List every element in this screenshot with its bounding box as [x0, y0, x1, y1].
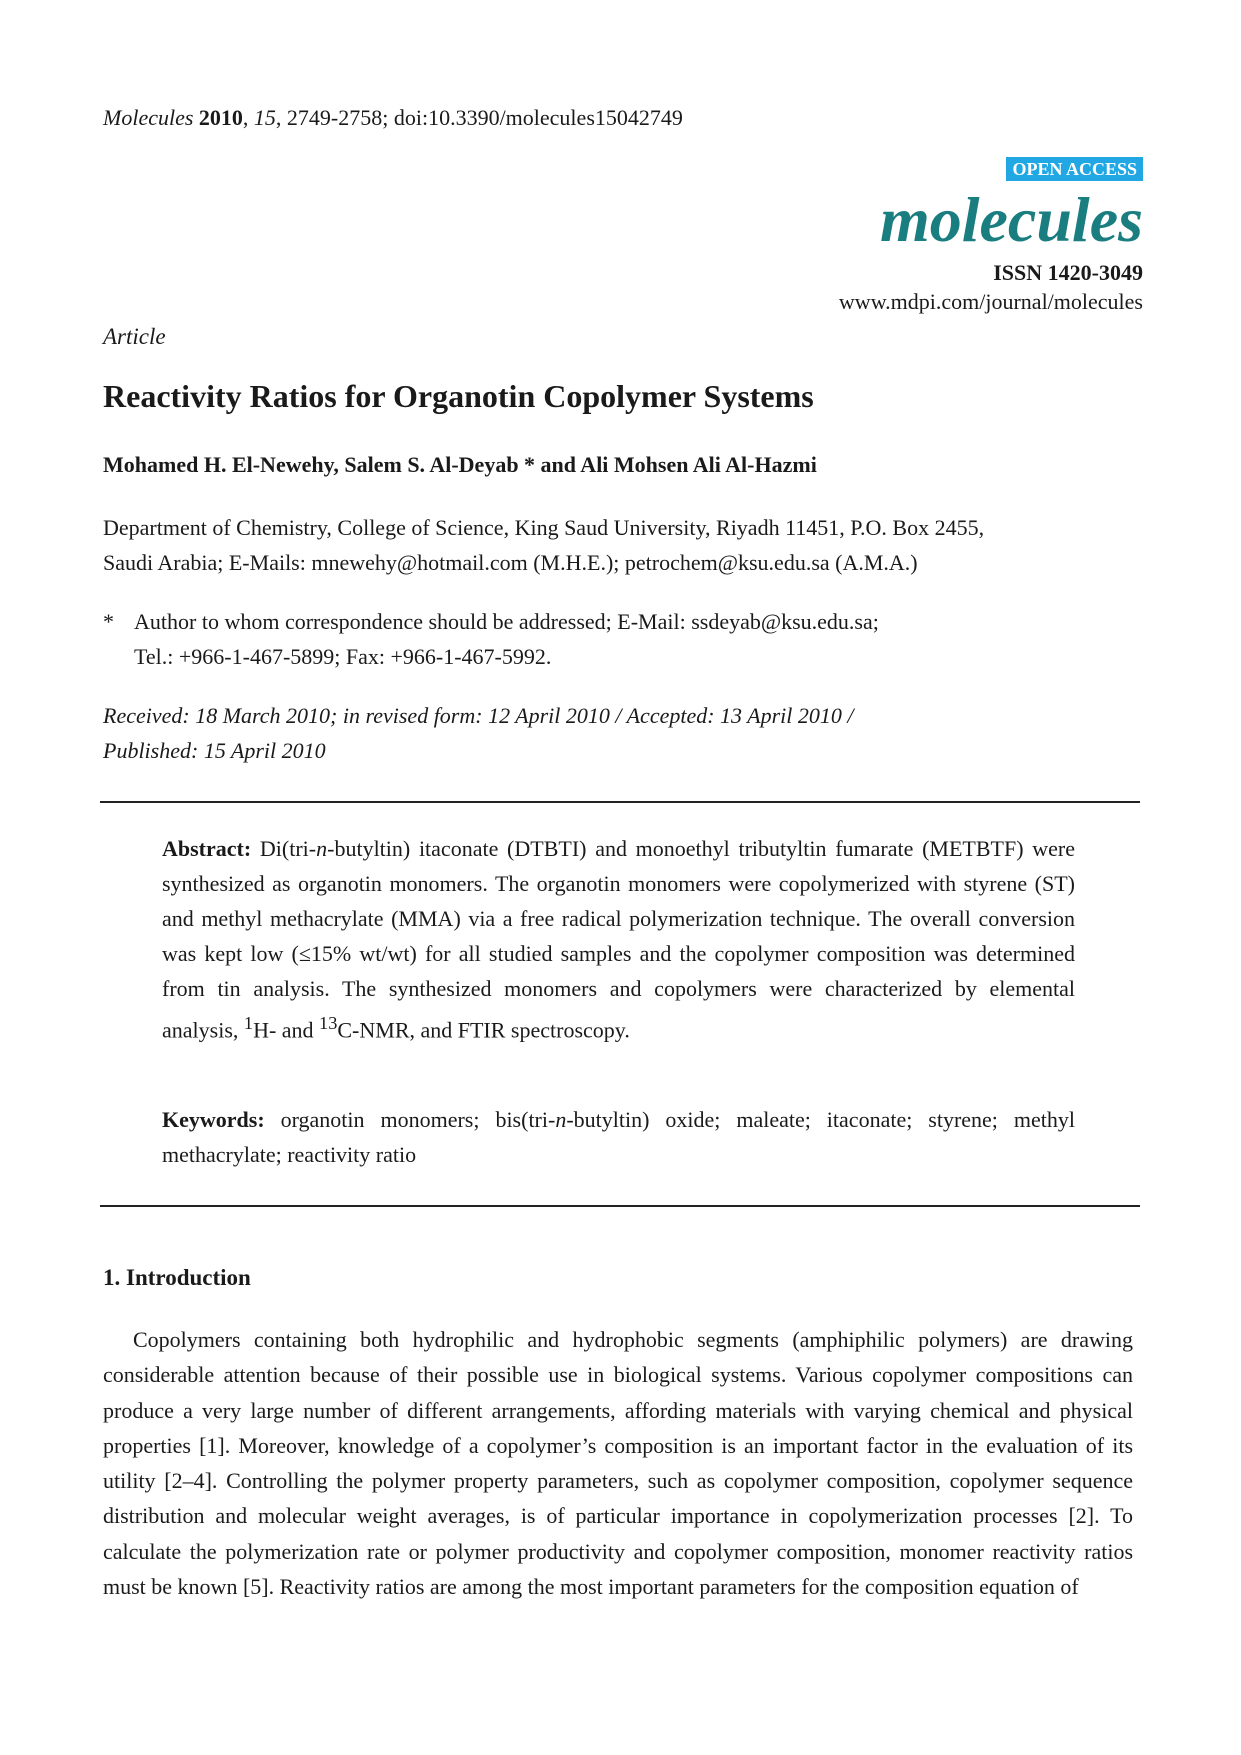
abstract-text: H- and: [253, 1017, 320, 1043]
divider-bottom: [100, 1205, 1140, 1207]
authors: Mohamed H. El-Newehy, Salem S. Al-Deyab * and Ali Mohsen Ali Al-Hazmi: [103, 452, 817, 477]
abstract-superscript: 1: [243, 1013, 254, 1033]
article-type: Article: [103, 324, 166, 349]
dates-line: Received: 18 March 2010; in revised form: 12 April 2010 / Accepted: 13 April 2010 /: [103, 703, 854, 728]
divider-top: [100, 801, 1140, 803]
correspondence-mark: *: [103, 609, 114, 634]
section-heading: 1. Introduction: [103, 1265, 251, 1290]
paper-title: Reactivity Ratios for Organotin Copolymer Systems: [103, 378, 814, 414]
abstract-superscript: 13: [319, 1013, 338, 1033]
correspondence-line: Tel.: +966-1-467-5899; Fax: +966-1-467-5992.: [134, 644, 552, 669]
affiliation-line: Department of Chemistry, College of Science, King Saud University, Riyadh 11451, P.O. Box 2455,: [103, 515, 985, 540]
keywords: [162, 1102, 1075, 1172]
keywords-label: Keywords:: [162, 1107, 265, 1132]
intro-paragraph: Copolymers containing both hydrophilic and hydrophobic segments (amphiphilic polymers) are drawing considerable attention because of their possible use in biological systems. Various copolymer compositions can produce a very large number of different arrangements, affording materials with varying chemical and physical properties [1]. Moreover, knowledge of a copolymer’s composition is an important factor in the evaluation of its utility [2–4]. Controlling the polymer property parameters, such as copolymer composition, copolymer sequence distribution and molecular weight averages, is of particular importance in copolymerization processes [2]. To calculate the polymerization rate or polymer productivity and copolymer composition, monomer reactivity ratios must be known [5]. Reactivity ratios are among the most important parameters for the composition equation of: [103, 1327, 1133, 1600]
correspondence-line: Author to whom correspondence should be addressed; E-Mail: ssdeyab@ksu.edu.sa;: [134, 609, 879, 634]
dates-line: Published: 15 April 2010: [103, 738, 326, 763]
abstract: [162, 831, 1075, 1047]
citation-rest: , 2749-2758; doi:10.3390/molecules15042749: [275, 105, 683, 130]
affiliation: [103, 510, 1143, 580]
citation-line: Molecules 2010, 15, 2749-2758; doi:10.3390/molecules15042749: [103, 105, 683, 130]
keywords-text: -butyltin) oxide; maleate; itaconate; styrene; methyl methacrylate; reactivity ratio: [162, 1107, 1075, 1167]
keywords-italic: n: [555, 1107, 567, 1132]
affiliation-line: Saudi Arabia; E-Mails: mnewehy@hotmail.com (M.H.E.); petrochem@ksu.edu.sa (A.M.A.): [103, 550, 918, 575]
abstract-text: Di(tri-: [251, 836, 317, 861]
open-access-badge: OPEN ACCESS: [1006, 157, 1143, 181]
journal-logo: molecules: [879, 184, 1143, 255]
abstract-text: -butyltin) itaconate (DTBTI) and monoethyl tributyltin fumarate (METBTF) were synthesized as organotin monomers. The organotin monomers were copolymerized with styrene (ST) and methyl methacrylate (MMA) via a free radical polymerization technique. The overall conversion was kept low (≤15% wt/wt) for all studied samples and the copolymer composition was determined from tin analysis. The synthesized monomers and copolymers were characterized by elemental analysis,: [162, 836, 1075, 1043]
issn: ISSN 1420-3049: [993, 260, 1143, 285]
publication-dates: [103, 698, 854, 768]
abstract-text: C-NMR, and FTIR spectroscopy.: [337, 1017, 630, 1043]
citation-volume: 15: [253, 105, 276, 130]
citation-journal: Molecules: [103, 105, 194, 130]
journal-url[interactable]: www.mdpi.com/journal/molecules: [838, 289, 1143, 314]
abstract-label: Abstract:: [162, 836, 252, 861]
keywords-text: organotin monomers; bis(tri-: [264, 1107, 556, 1132]
citation-year: 2010: [198, 105, 243, 130]
abstract-italic: n: [316, 836, 328, 861]
